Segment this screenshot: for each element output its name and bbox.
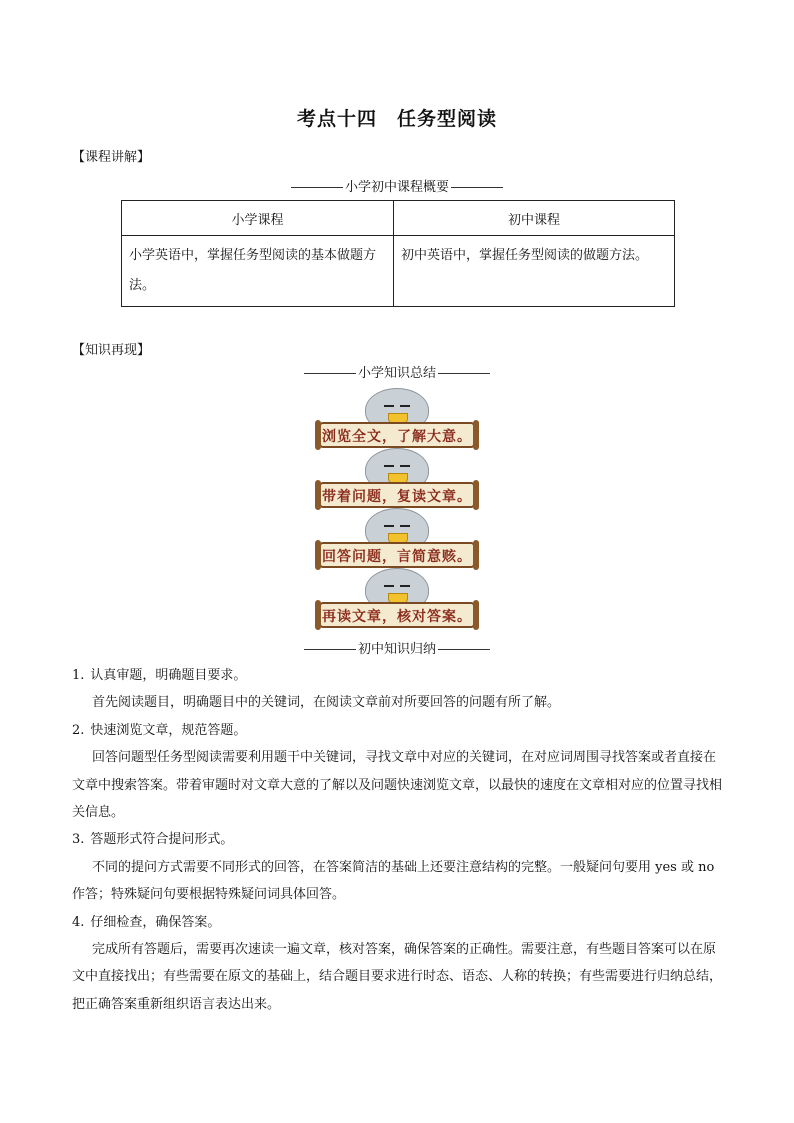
overview-title-text: 小学初中课程概要 [344,180,449,195]
section-label-lecture: 【课程讲解】 [72,150,151,165]
page-title: 考点十四 任务型阅读 [296,108,497,130]
summary-illustration [319,388,475,630]
banner-group [319,388,475,450]
point-heading-text: 快速浏览文章，规范答题。 [90,722,247,738]
scroll-banner [319,602,475,628]
header-primary: 小学课程 [122,201,394,236]
scroll-banner [319,542,475,568]
point-number: 2. [72,722,85,738]
divider-rule-right [451,187,503,188]
junior-summary-title-text: 初中知识归纳 [357,642,436,657]
scroll-banner [319,482,475,508]
point-heading [72,717,722,744]
banner-text: 再读文章，核对答案。 [322,609,472,625]
primary-summary-title [0,362,794,381]
divider-rule-left [291,187,343,188]
scroll-banner [319,422,475,448]
point-heading [72,826,722,853]
point-heading-text: 认真审题，明确题目要求。 [90,668,247,683]
point-number: 1. [72,668,85,683]
overview-title [0,176,794,195]
section-label-knowledge: 【知识再现】 [72,343,151,358]
header-junior: 初中课程 [394,201,675,236]
point-heading [72,909,722,936]
banner-text: 带着问题，复读文章。 [322,489,472,505]
table-header-row [122,201,675,236]
point-body: 不同的提问方式需要不同形式的回答，在答案简洁的基础上还要注意结构的完整。一般疑问句要用 yes 或 no 作答；特殊疑问句要根据特殊疑问词具体回答。 [72,859,715,903]
point-heading [72,662,722,689]
junior-summary-title [0,638,794,657]
divider-rule-right [438,649,490,650]
divider-rule-left [304,649,356,650]
cell-junior: 初中英语中，掌握任务型阅读的做题方法。 [394,236,675,307]
course-overview-table [121,200,675,307]
primary-summary-title-text: 小学知识总结 [357,366,436,381]
junior-summary-body [72,662,722,1018]
point-number: 4. [72,914,85,930]
point-body: 完成所有答题后，需要再次速读一遍文章，核对答案，确保答案的正确性。需要注意，有些题目答案可以在原文中直接找出；有些需要在原文的基础上，结合题目要求进行时态、语态、人称的转换；有些需要进行归纳总结，把正确答案重新组织语言表达出来。 [72,942,723,1012]
divider-rule-left [304,373,356,374]
table-row [122,236,675,307]
point-body: 首先阅读题目，明确题目中的关键词，在阅读文章前对所要回答的问题有所了解。 [92,695,561,711]
point-number: 3. [72,832,85,848]
banner-group [319,448,475,510]
divider-rule-right [438,373,490,374]
cell-primary: 小学英语中，掌握任务型阅读的基本做题方法。 [122,236,394,307]
point-heading-text: 仔细检查，确保答案。 [90,914,221,930]
banner-text: 浏览全文，了解大意。 [322,429,472,445]
point-body: 回答问题型任务型阅读需要利用题干中关键词，寻找文章中对应的关键词，在对应词周围寻找答案或者直接在文章中搜索答案。带着审题时对文章大意的了解以及问题快速浏览文章，以最快的速度在文章相对应的位置寻找相关信息。 [72,750,723,821]
point-heading-text: 答题形式符合提问形式。 [90,832,234,848]
banner-group [319,568,475,630]
banner-text: 回答问题，言简意赅。 [322,549,472,565]
banner-group [319,508,475,570]
